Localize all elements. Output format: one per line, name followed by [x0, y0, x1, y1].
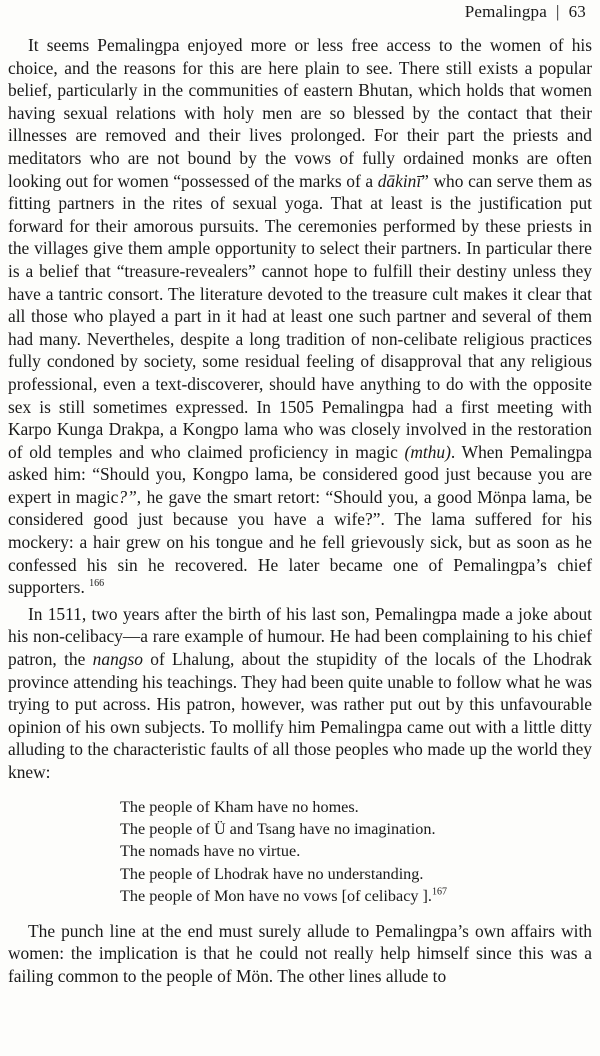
- verse-block: [120, 796, 592, 908]
- page-number: 63: [568, 2, 586, 21]
- paragraph-1: [8, 34, 592, 599]
- paragraph-2-part-1: In 1511, two years after the birth of his last son, Pemalingpa made a joke about his non-celibacy—a rare example of humour. He had been complaining to his chief patron, the: [8, 603, 592, 670]
- paragraph-2-part-2: of Lhalung, about the stupidity of the locals of the Lhodrak province attending his teachings. They had been quite unable to follow what he was trying to put across. His patron, however, was rather put out by this unfavourable opinion of his own subjects. To mollify him Pemalingpa came out with a little ditty alluding to the characteristic faults of all those peoples who made up the world they knew:: [8, 649, 592, 782]
- italic-quote-mark: ?”: [118, 486, 137, 507]
- running-header: [465, 2, 586, 22]
- italic-term-nangso: nangso: [92, 649, 143, 670]
- paragraph-3: The punch line at the end must surely allude to Pemalingpa’s own affairs with women: the implication is that he could not really help himself since this was a failing common to the people of Mön. The other lines allude to: [8, 920, 592, 986]
- paragraph-2: [8, 603, 592, 784]
- footnote-marker-167: 167: [431, 886, 447, 898]
- running-title: Pemalingpa: [464, 2, 547, 21]
- paragraph-1-part-2: ” who can serve them as fitting partners in the rites of sexual yoga. That at least is the justification put forward for their amorous pursuits. The ceremonies performed by these priests in the villages give them ample opportunity to select their partners. In particular there is a belief that “treasure-revealers” cannot hope to fulfill their destiny unless they have a tantric consort. The literature devoted to the treasure cult makes it clear that all those who played a part in it had at least one such partner and several of them had many. Nevertheles, despite a long tradition of non-celibate religious practices fully condoned by society, some residual feeling of disapproval that any religious professional, even a text-discoverer, should have anything to do with the opposite sex is still sometimes expressed. In 1505 Pemalingpa had a first meeting with Karpo Kunga Drakpa, a Kongpo lama who was closely involved in the restoration of old temples and who claimed proficiency in magic: [8, 170, 592, 462]
- footnote-marker-166: 166: [89, 578, 105, 590]
- paragraph-1-part-3: . When Pemalingpa asked him: “Should you, Kongpo lama, be considered good just because you are expert in magic: [8, 441, 592, 507]
- verse-line: The people of Ü and Tsang have no imagination.: [120, 820, 436, 838]
- verse-line: The nomads have no virtue.: [120, 842, 301, 861]
- verse-line-text: The people of Mon have no vows [of celibacy ].: [120, 887, 432, 906]
- paragraph-1-part-1: It seems Pemalingpa enjoyed more or less free access to the women of his choice, and the reasons for this are here plain to see. There still exists a popular belief, particularly in the communities of eastern Bhutan, which holds that women having sexual relations with holy men are so blessed by the contact that their illnesses are removed and their lives prolonged. For their part the priests and meditators who are not bound by the vows of fully ordained monks are often looking out for women “possessed of the marks of a: [8, 35, 592, 191]
- verse-line-last: [120, 885, 592, 907]
- main-text: [8, 34, 592, 987]
- verse-line: The people of Lhodrak have no understanding.: [120, 864, 424, 883]
- header-separator: |: [555, 2, 560, 21]
- italic-term-dakini: dākinī: [377, 170, 422, 191]
- paragraph-1-part-4: , he gave the smart retort: “Should you, a good Mönpa lama, be considered good just because you have a wife?”. The lama suffered for his mockery: a hair grew on his tongue and he fell grievously sick, but as soon as he confessed his sin he recovered. He later became one of Pemalingpa’s chief supporters.: [8, 486, 592, 598]
- italic-term-mthu: (mthu): [404, 441, 451, 462]
- verse-line: The people of Kham have no homes.: [120, 797, 359, 816]
